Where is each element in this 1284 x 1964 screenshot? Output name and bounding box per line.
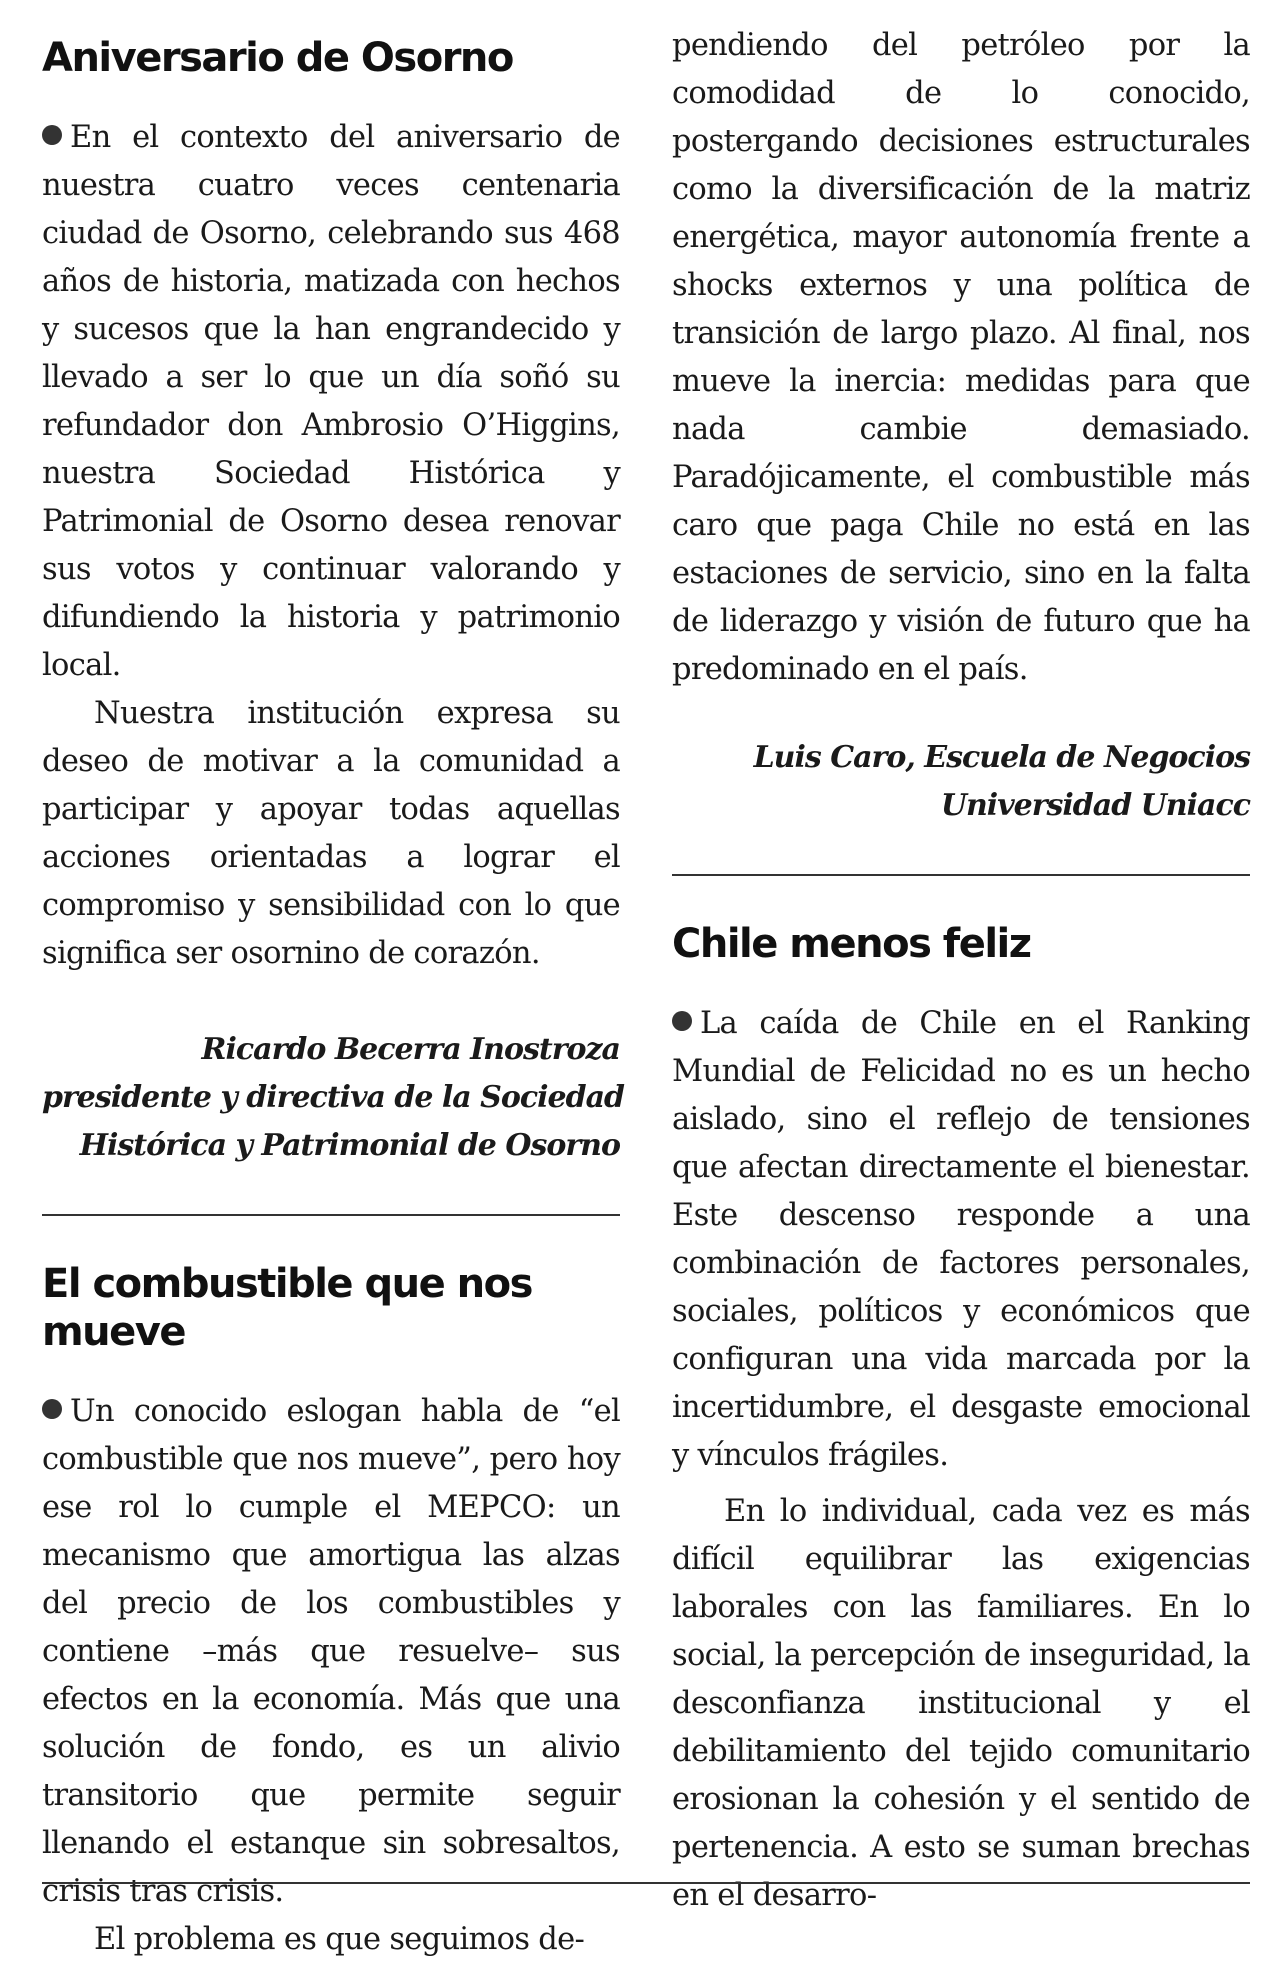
letter-paragraph: Nuestra institución expresa su deseo de motivar a la comunidad a participar y apoyar todas aquellas acciones orientadas a lograr el compromiso y sensibilidad con lo que significa ser osornino de corazón. bbox=[42, 696, 620, 971]
signature-name: Luis Caro, Escuela de Negocios bbox=[753, 740, 1250, 775]
letter-aniversario-osorno bbox=[42, 34, 624, 1170]
bullet-icon bbox=[672, 1011, 692, 1031]
letter-title: Chile menos feliz bbox=[672, 921, 1031, 967]
section-divider bbox=[42, 1214, 620, 1216]
section-divider bbox=[672, 874, 1250, 876]
right-column bbox=[672, 22, 1250, 1913]
bullet-icon bbox=[42, 125, 62, 145]
left-column bbox=[42, 22, 624, 1957]
letter-combustible-continued bbox=[672, 22, 1250, 830]
paragraph-text: En el contexto del aniversario de nuestra cuatro veces centenaria ciudad de Osorno, celebrando sus 468 años de historia, matizada con hechos y sucesos que la han engrandecido y llevado a ser lo que un día soñó su refundador don Ambrosio O’Higgins, nuestra Sociedad Histórica y Patrimonial de Osorno desea renovar sus votos y continuar valorando y difundiendo la historia y patrimonio local. bbox=[42, 120, 620, 683]
letter-title: Aniversario de Osorno bbox=[42, 35, 513, 81]
letter-combustible bbox=[42, 1260, 620, 1964]
letter-paragraph: El problema es que seguimos de- bbox=[94, 1922, 585, 1957]
page-bottom-rule bbox=[42, 1882, 1250, 1884]
signature-org: Histórica y Patrimonial de Osorno bbox=[79, 1128, 620, 1163]
paragraph-text: Un conocido eslogan habla de “el combustible que nos mueve”, pero hoy ese rol lo cumple el MEPCO: un mecanismo que amortigua las alzas del precio de los combustibles y contiene –más que resuelve– sus efectos en la economía. Más que una solución de fondo, es un alivio transitorio que permite seguir llenando el estanque sin sobresaltos, crisis tras crisis. bbox=[42, 1394, 620, 1909]
letter-signature bbox=[672, 734, 1250, 830]
letter-title: El combustible que nos mueve bbox=[42, 1261, 532, 1355]
signature-org: Universidad Uniacc bbox=[940, 788, 1250, 823]
letter-chile-menos-feliz bbox=[672, 920, 1250, 1920]
signature-name: Ricardo Becerra Inostroza bbox=[201, 1032, 620, 1067]
bullet-icon bbox=[42, 1399, 62, 1419]
letter-paragraph bbox=[42, 114, 620, 690]
letter-paragraph: pendiendo del petróleo por la comodidad de lo conocido, postergando decisiones estructurales como la diversificación de la matriz energética, mayor autonomía frente a shocks externos y una política de transición de largo plazo. Al final, nos mueve la inercia: medidas para que nada cambie demasiado. Paradójicamente, el combustible más caro que paga Chile no está en las estaciones de servicio, sino en la falta de liderazgo y visión de futuro que ha predominado en el país. bbox=[672, 28, 1250, 687]
letter-paragraph bbox=[42, 1388, 620, 1916]
letter-paragraph bbox=[672, 1000, 1250, 1480]
letter-signature bbox=[42, 1026, 624, 1170]
signature-role: presidente y directiva de la Sociedad bbox=[42, 1080, 624, 1115]
letter-paragraph: En lo individual, cada vez es más difícil equilibrar las exigencias laborales con las familiares. En lo social, la percepción de inseguridad, la desconfianza institucional y el debilitamiento del tejido comunitario erosionan la cohesión y el sentido de pertenencia. A esto se suman brechas en el desarro- bbox=[672, 1494, 1250, 1913]
paragraph-text: La caída de Chile en el Ranking Mundial de Felicidad no es un hecho aislado, sino el reflejo de tensiones que afectan directamente el bienestar. Este descenso responde a una combinación de factores personales, sociales, políticos y económicos que configuran una vida marcada por la incertidumbre, el desgaste emocional y vínculos frágiles. bbox=[672, 1006, 1250, 1473]
